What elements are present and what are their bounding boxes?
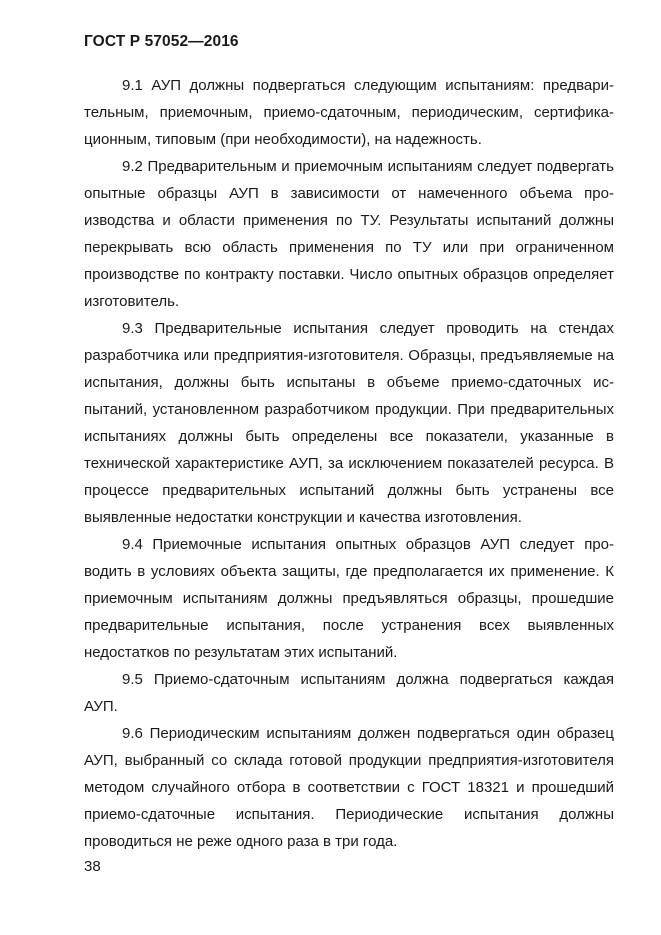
paragraph-9-3: 9.3 Предварительные испытания следует проводить на стендах разработчика или предприятия-изготовителя. Образцы, предъявляемые на испытания, должны быть испытаны в объеме приемо-сдаточных испытаний, установленном разработчиком продукции. При предварительных испытаниях должны быть определены все показатели, указанные в технической характеристике АУП, за исключением показателей ресурса. В процессе предварительных испытаний должны быть устранены все выявленные недостатки конструкции и качества изготовления. (84, 320, 614, 526)
paragraph-9-1: 9.1 АУП должны подвергаться следующим испытаниям: предварительным, приемочным, приемо-сдаточным, периодическим, сертификационным, типовым (при необходимости), на надежность. (84, 77, 614, 148)
document-body (84, 72, 614, 855)
document-header: ГОСТ Р 57052—2016 (84, 33, 239, 50)
paragraph-9-5: 9.5 Приемо-сдаточным испытаниям должна подвергаться каждая АУП. (84, 671, 614, 715)
paragraph-9-4: 9.4 Приемочные испытания опытных образцов АУП следует проводить в условиях объекта защиты, где предполагается их применение. К приемочным испытаниям должны предъявляться образцы, прошедшие предварительные испытания, после устранения всех выявленных недостатков по результатам этих испытаний. (84, 536, 614, 661)
paragraph-9-2: 9.2 Предварительным и приемочным испытаниям следует подвергать опытные образцы АУП в зависимости от намеченного объема производства и области применения по ТУ. Результаты испытаний должны перекрывать всю область применения по ТУ или при ограниченном производстве по контракту поставки. Число опытных образцов определяет изготовитель. (84, 158, 614, 310)
paragraph-9-6: 9.6 Периодическим испытаниям должен подвергаться один образец АУП, выбранный со склада готовой продукции предприятия-изготовителя методом случайного отбора в соответствии с ГОСТ 18321 и прошедший приемо-сдаточные испытания. Периодические испытания должны проводиться не реже одного раза в три года. (84, 725, 614, 850)
page-number: 38 (84, 858, 101, 875)
